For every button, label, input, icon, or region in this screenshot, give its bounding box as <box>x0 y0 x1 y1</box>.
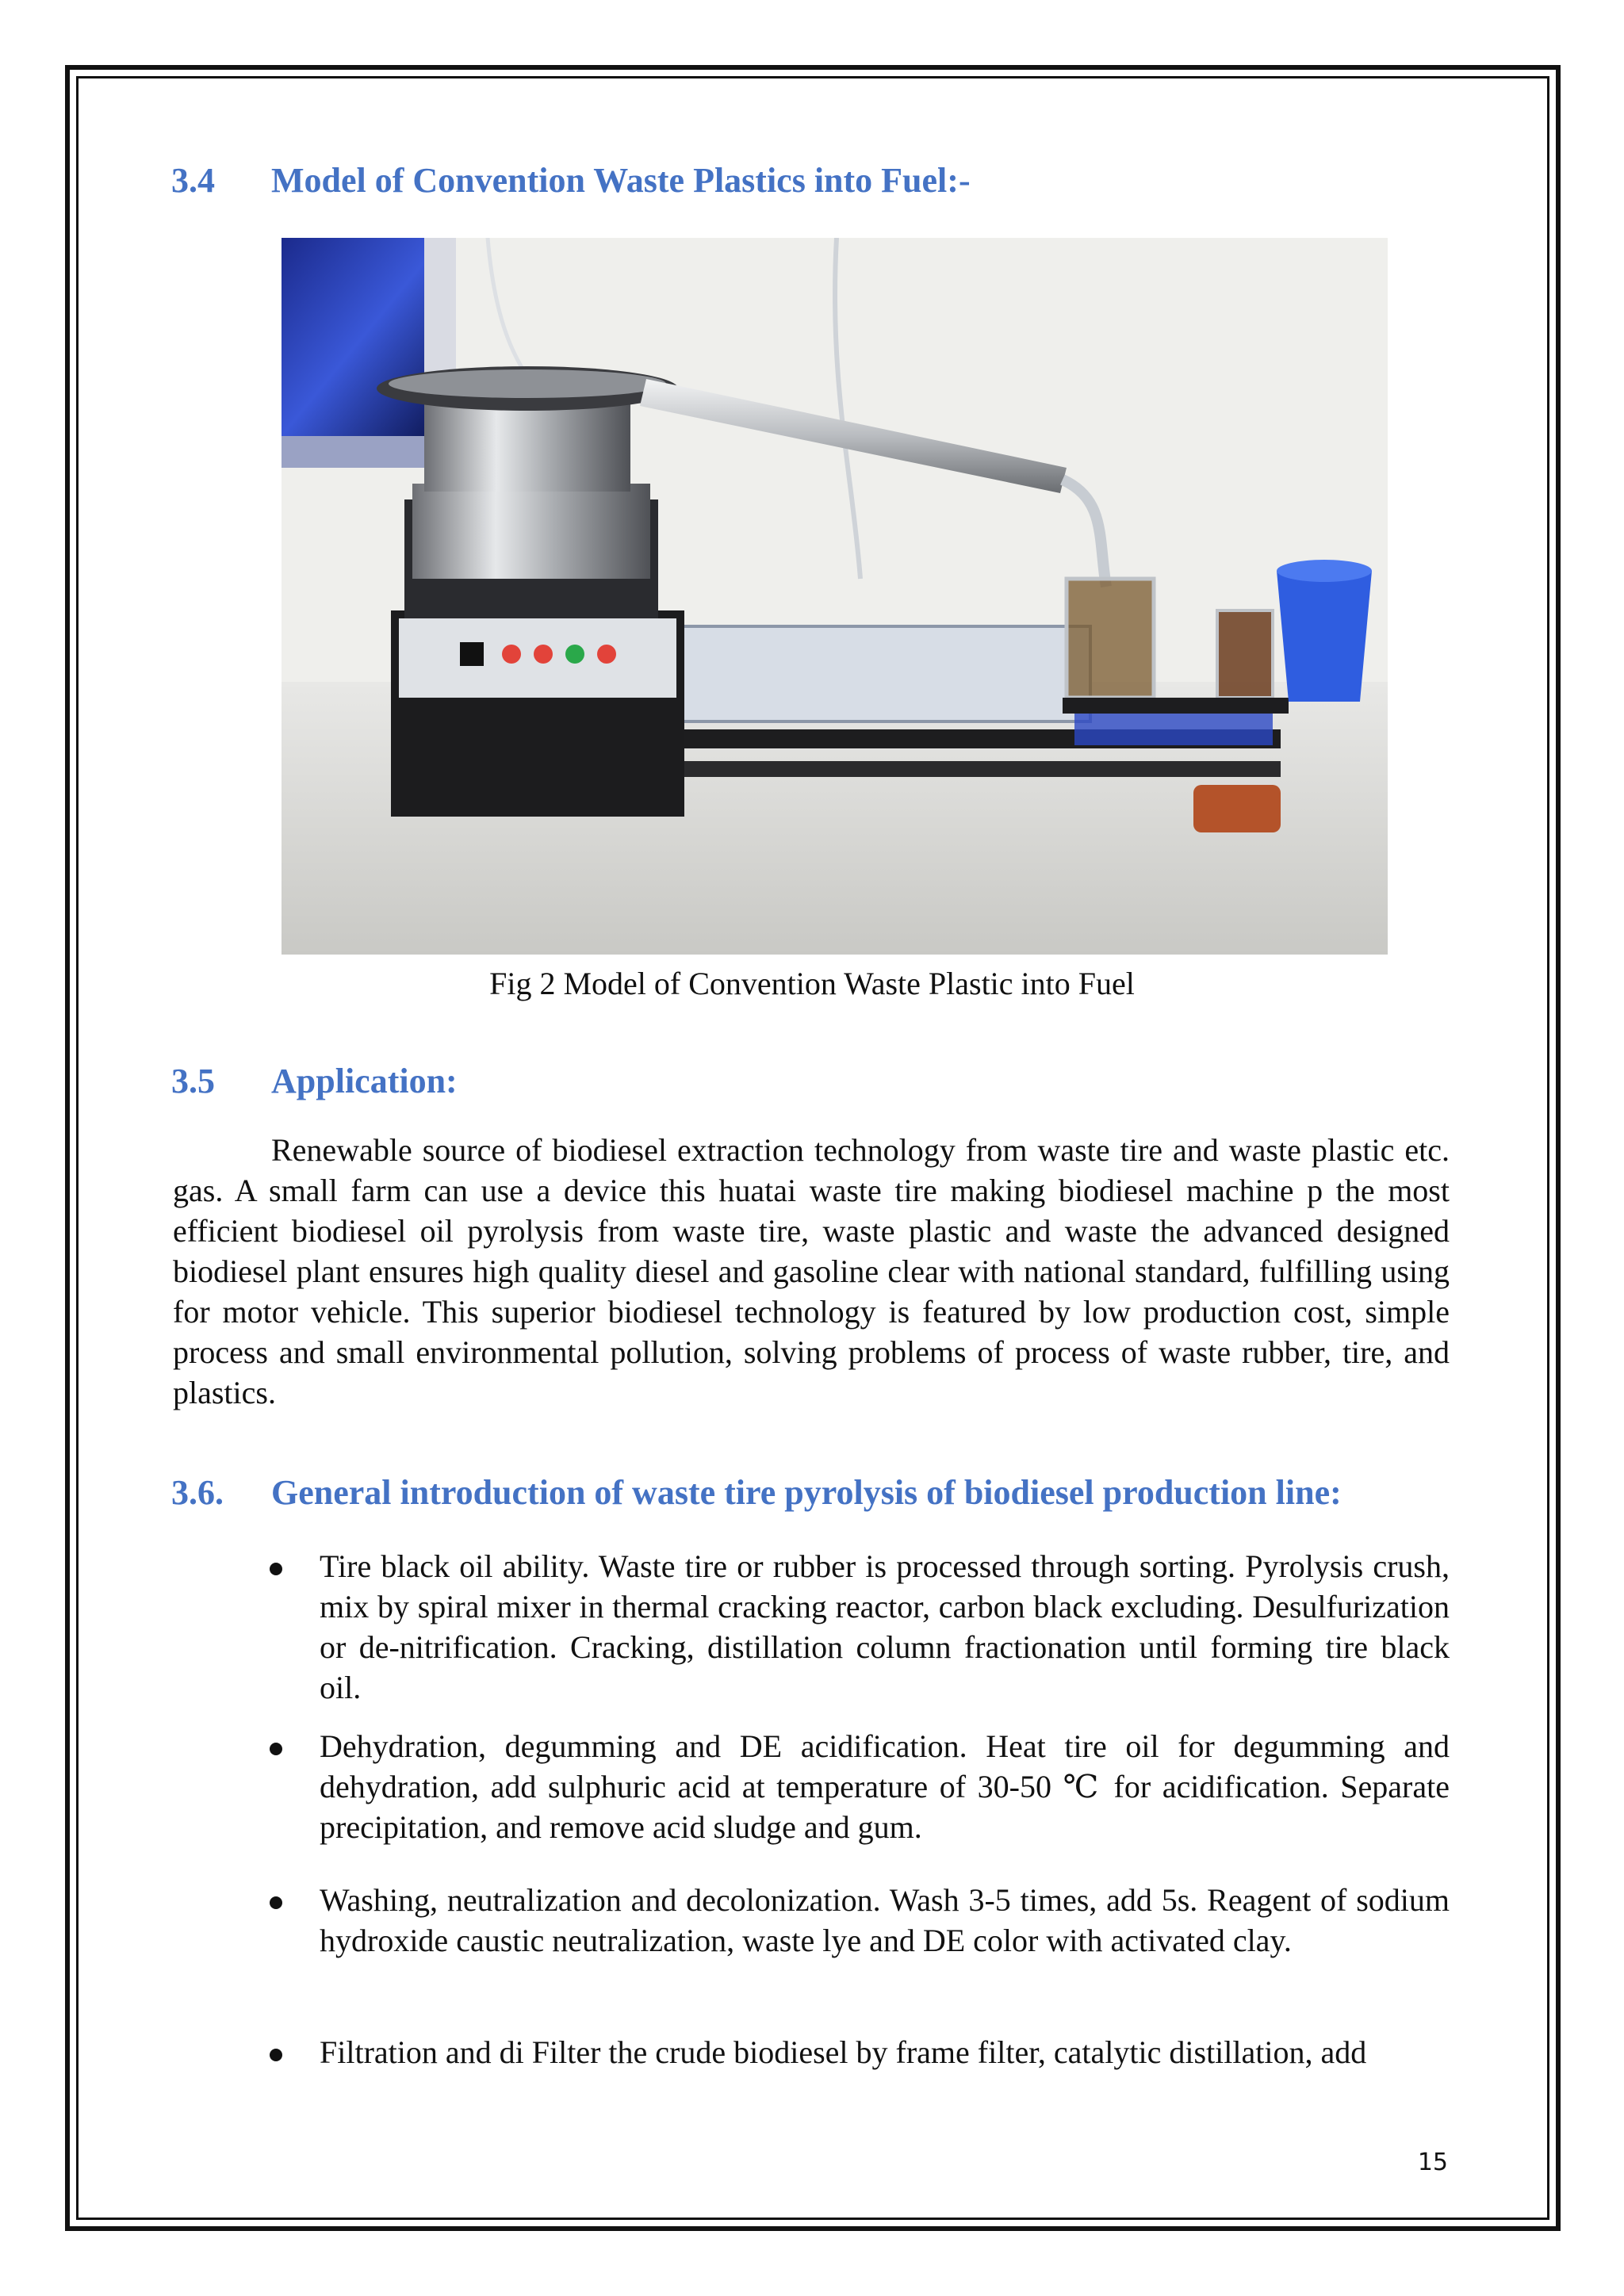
section-heading-3-5 <box>171 1059 458 1104</box>
bullet-marker <box>270 2049 282 2061</box>
application-paragraph: Renewable source of biodiesel extraction technology from waste tire and waste plastic etc. gas. A small farm can use a device this huatai waste tire making biodiesel machine p the most efficient biodiesel oil pyrolysis from waste tire, waste plastic and waste the advanced designed biodiesel plant ensures high quality diesel and gasoline clear with national standard, fulfilling using for motor vehicle. This superior biodiesel technology is featured by low production cost, simple process and small environmental pollution, solving problems of process of waste rubber, tire, and plastics. <box>173 1132 1450 1410</box>
section-title: General introduction of waste tire pyrolysis of biodiesel production line: <box>271 1473 1342 1512</box>
page-number: 15 <box>1417 2149 1448 2176</box>
figure-caption: Fig 2 Model of Convention Waste Plastic into Fuel <box>489 966 1135 1001</box>
apparatus-photo <box>282 238 1388 955</box>
bullet-marker <box>270 1896 282 1909</box>
bullet-marker <box>270 1743 282 1755</box>
apparatus-illustration <box>282 238 1388 955</box>
section-heading-3-4 <box>171 159 971 203</box>
list-item: Filtration and di Filter the crude biodiesel by frame filter, catalytic distillation, add <box>320 2034 1367 2070</box>
section-heading-3-6 <box>171 1471 1342 1515</box>
section-number: 3.4 <box>171 161 215 200</box>
list-item: Dehydration, degumming and DE acidification. Heat tire oil for degumming and dehydration, add sulphuric acid at temperature of 30-50 ℃ for acidification. Separate precipitation, and remove acid sludge and gum. <box>320 1728 1450 1845</box>
section-title: Application: <box>271 1062 458 1100</box>
bullet-marker <box>270 1563 282 1575</box>
section-number: 3.5 <box>171 1062 215 1100</box>
section-title: Model of Convention Waste Plastics into Fuel:- <box>271 161 971 200</box>
list-item: Tire black oil ability. Waste tire or rubber is processed through sorting. Pyrolysis crush, mix by spiral mixer in thermal cracking reactor, carbon black excluding. Desulfurization or de-nitrification. Cracking, distillation column fractionation until forming tire black oil. <box>320 1548 1450 1705</box>
list-item: Washing, neutralization and decolonization. Wash 3-5 times, add 5s. Reagent of sodium hydroxide caustic neutralization, waste lye and DE color with activated clay. <box>320 1882 1450 1958</box>
section-number: 3.6. <box>171 1473 224 1512</box>
